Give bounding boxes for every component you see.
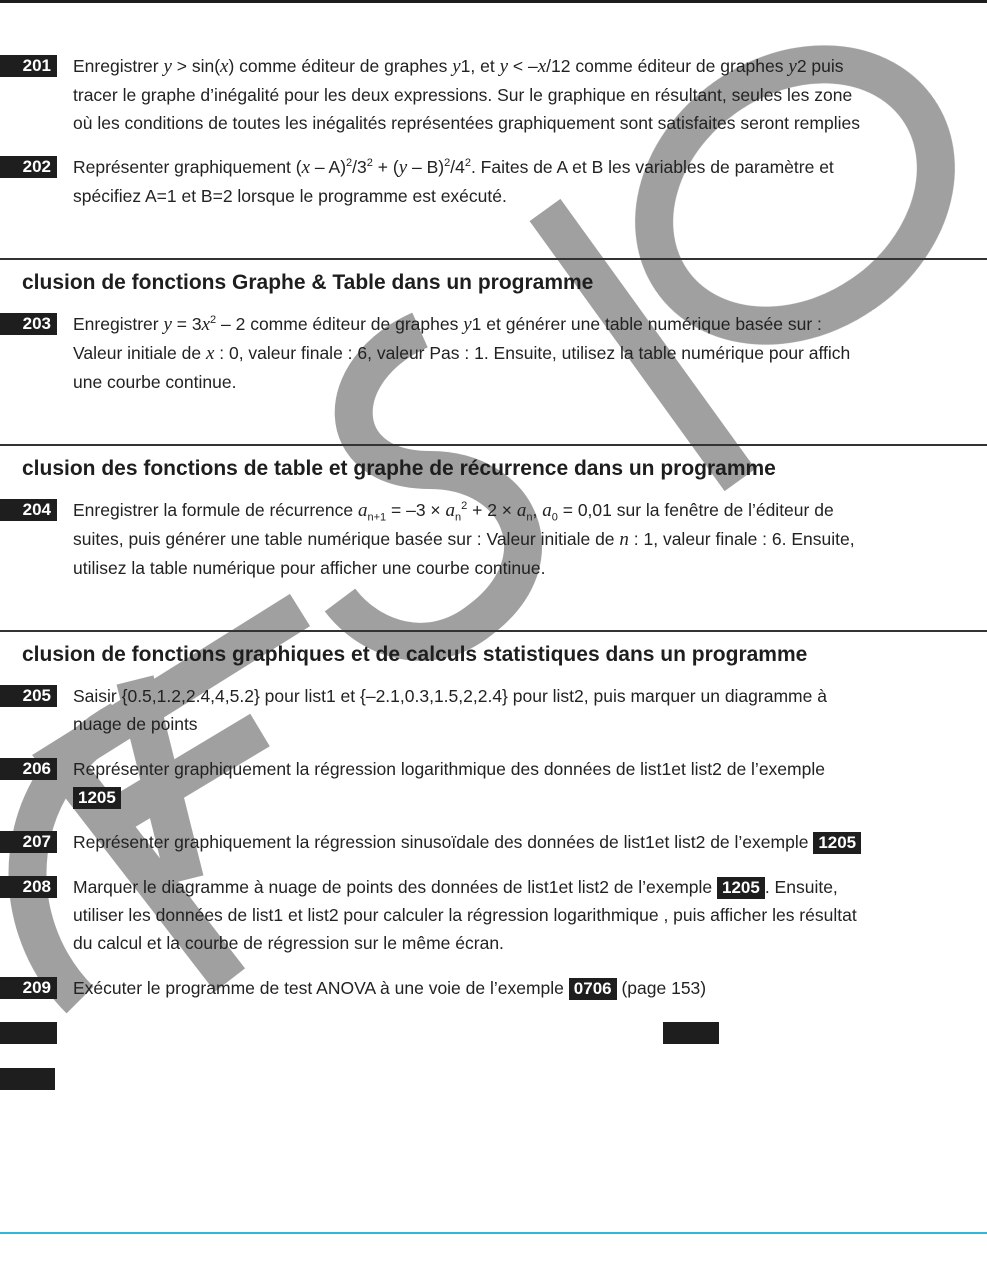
bottom-rule — [0, 1232, 987, 1234]
example-number-badge: 203 — [0, 313, 57, 335]
section-heading: clusion des fonctions de table et graphe de récurrence dans un programme — [22, 457, 776, 480]
section-heading: clusion de fonctions Graphe & Table dans un programme — [22, 271, 594, 294]
example-text: Marquer le diagramme à nuage de points des données de list1et list2 de l’exemple 1205 . Ensuite, utiliser les données de list1 et list2 pour calculer la régression logarithmique , puis afficher les résultat du calcul et la courbe de régression sur le même écran. — [73, 877, 857, 953]
blank-number-badge — [0, 1068, 55, 1090]
example-text: Enregistrer la formule de récurrence $a_{n+1} = -3 \times a_n^2 + 2 \times a_n$, $a_0 = 0,01$ sur la fenêtre de l’éditeur de suites, puis générer une table numérique basée sur : Valeur initiale de n : 1, valeur finale : 6. Ensuite, utilisez la table numérique pour afficher une courbe continue. — [73, 500, 855, 578]
example-number-badge: 206 — [0, 758, 57, 780]
example-text: Représenter graphiquement la régression sinusoïdale des données de list1et list2 de l’exemple 1205 — [73, 828, 978, 856]
section-divider — [0, 444, 987, 446]
top-rule — [0, 0, 987, 3]
example-number-badge: 201 — [0, 55, 57, 77]
example-reference-link[interactable]: 0706 — [569, 978, 617, 1000]
example-number-badge: 208 — [0, 876, 57, 898]
example-text: Représenter graphiquement $(x - A)^2/3^2 + (y - B)^2/4^2$. Faites de A et B les variables de paramètre et spécifiez A=1 et B=2 lorsque le programme est exécuté. — [73, 157, 834, 206]
example-reference-link[interactable]: 1205 — [717, 877, 765, 899]
example-text: Exécuter le programme de test ANOVA à une voie de l’exemple 0706 (page 153) — [73, 978, 707, 998]
example-number-badge: 202 — [0, 156, 57, 178]
section-divider — [0, 258, 987, 260]
example-text: Enregistrer y > sin(x) comme éditeur de graphes y1, et y < –x/12 comme éditeur de graphes y2 puis tracer le graphe d’inégalité pour les deux expressions. Sur le graphique en résultant, seules les zone où les conditions de toutes les inégalités représentées graphiquement sont satisfaites seront remplies — [73, 56, 860, 133]
example-text: Saisir {0.5,1.2,2.4,4,5.2} pour list1 et {–2.1,0.3,1.5,2,2.4} pour list2, puis marquer un diagramme à nuage de points — [73, 686, 827, 734]
section-divider — [0, 630, 987, 632]
example-reference-link[interactable]: 1205 — [813, 832, 861, 854]
example-text: Représenter graphiquement la régression logarithmique des données de list1et list2 de l’exemple 1205 — [73, 759, 825, 807]
example-number-badge: 207 — [0, 831, 57, 853]
blank-reference-badge — [663, 1022, 719, 1044]
example-text: Enregistrer $y = 3x^2 - 2$ comme éditeur de graphes y1 et générer une table numérique basée sur : Valeur initiale de x : 0, valeur finale : 6, valeur Pas : 1. Ensuite, utilisez la table numérique pour affich une courbe continue. — [73, 314, 851, 392]
blank-number-badge — [0, 1022, 57, 1044]
example-reference-link[interactable]: 1205 — [73, 787, 121, 809]
example-number-badge: 205 — [0, 685, 57, 707]
example-number-badge: 209 — [0, 977, 57, 999]
section-heading: clusion de fonctions graphiques et de calculs statistiques dans un programme — [22, 643, 808, 666]
example-number-badge: 204 — [0, 499, 57, 521]
